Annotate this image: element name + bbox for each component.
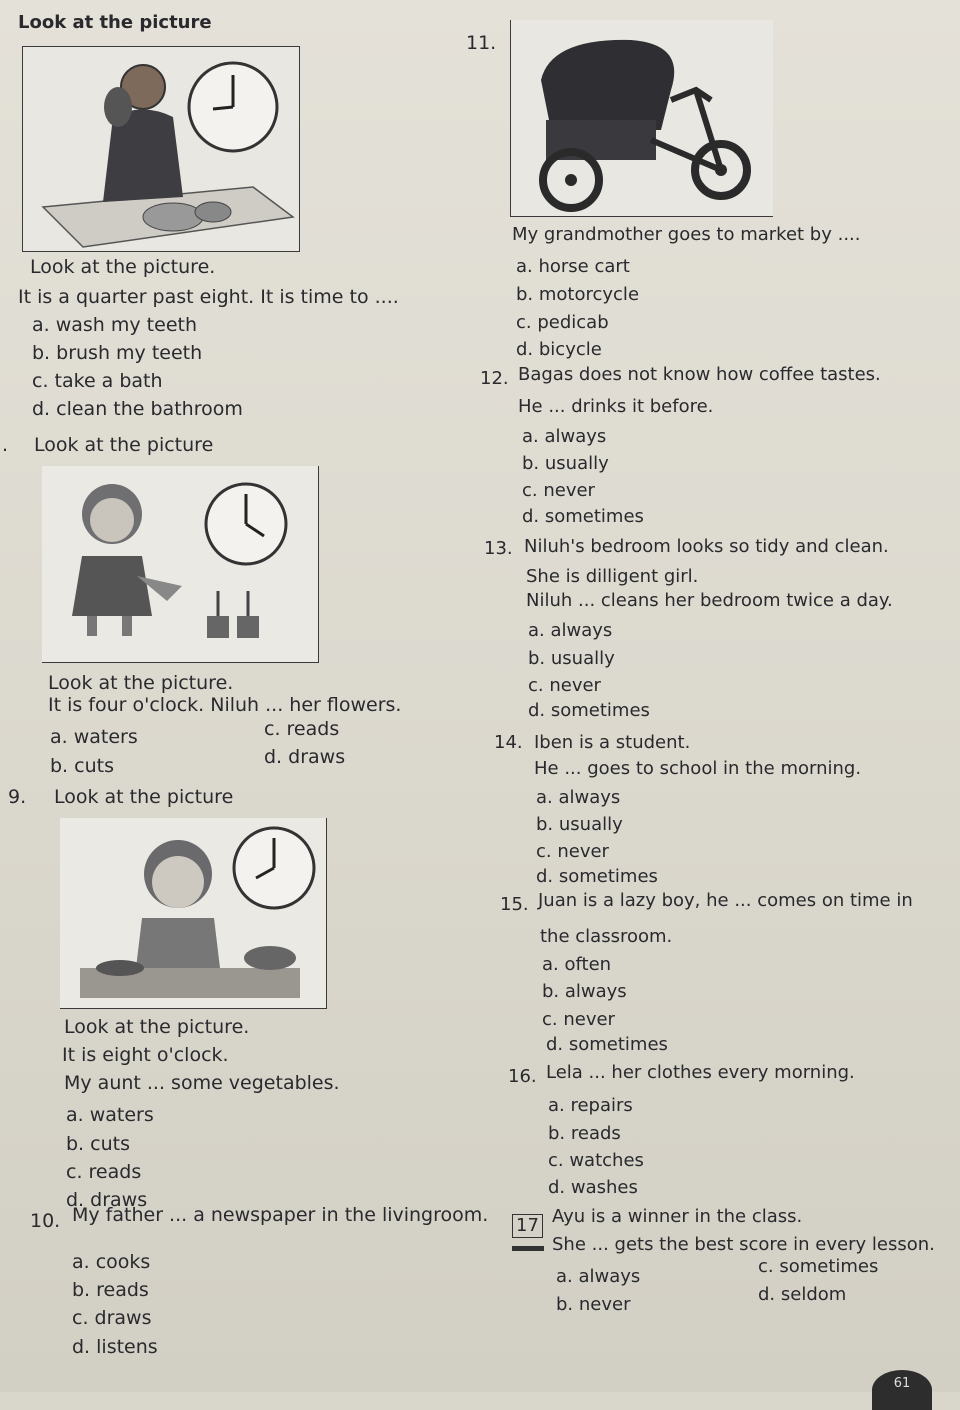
q17-option-a[interactable]: a. always <box>556 1266 641 1287</box>
q9-option-a[interactable]: a. waters <box>66 1104 154 1126</box>
q17-option-c[interactable]: c. sometimes <box>758 1256 879 1277</box>
q15-option-c[interactable]: c. never <box>542 1009 615 1030</box>
q12-option-b[interactable]: b. usually <box>522 453 609 474</box>
q10-stem: My father ... a newspaper in the livingroom. <box>72 1204 489 1226</box>
q9-stem-line1: It is eight o'clock. <box>62 1044 229 1066</box>
q15-stem-line1: Juan is a lazy boy, he ... comes on time in <box>538 890 913 911</box>
q12-option-c[interactable]: c. never <box>522 480 595 501</box>
q14-option-b[interactable]: b. usually <box>536 814 623 835</box>
q10-option-b[interactable]: b. reads <box>72 1279 149 1301</box>
q9-number: 9. <box>8 786 27 808</box>
q15-stem-line2: the classroom. <box>540 926 673 947</box>
q8-intro: Look at the picture <box>34 434 214 456</box>
q17-number-badge: 17 <box>512 1214 543 1238</box>
q13-stem-line3: Niluh ... cleans her bedroom twice a day. <box>526 590 893 611</box>
q11-option-c[interactable]: c. pedicab <box>516 312 609 333</box>
q17-stem-line2: She ... gets the best score in every lesson. <box>552 1234 935 1255</box>
q13-option-c[interactable]: c. never <box>528 675 601 696</box>
q8-option-b[interactable]: b. cuts <box>50 755 114 777</box>
q7-picture <box>22 46 300 252</box>
q15-option-b[interactable]: b. always <box>542 981 627 1002</box>
q9-intro: Look at the picture <box>54 786 234 808</box>
q16-option-b[interactable]: b. reads <box>548 1123 621 1144</box>
q11-picture <box>510 20 773 217</box>
q14-number: 14. <box>494 732 523 753</box>
q15-option-a[interactable]: a. often <box>542 954 612 975</box>
q8-number: . <box>2 434 9 456</box>
aunt-cutting-vegetables-illustration <box>60 818 326 1008</box>
q7-stem: It is a quarter past eight. It is time to .... <box>18 286 399 308</box>
q17-badge-bar <box>512 1246 544 1251</box>
q13-option-d[interactable]: d. sometimes <box>528 700 650 721</box>
boy-washing-clock-illustration <box>23 47 299 251</box>
q12-stem-line1: Bagas does not know how coffee tastes. <box>518 364 881 385</box>
q9-option-c[interactable]: c. reads <box>66 1161 142 1183</box>
q7-caption: Look at the picture. <box>30 256 216 278</box>
q16-option-a[interactable]: a. repairs <box>548 1095 633 1116</box>
q9-caption: Look at the picture. <box>64 1016 250 1038</box>
q8-option-a[interactable]: a. waters <box>50 726 138 748</box>
q7-option-b[interactable]: b. brush my teeth <box>32 342 203 364</box>
q13-option-b[interactable]: b. usually <box>528 648 615 669</box>
q12-number: 12. <box>480 368 509 389</box>
q10-option-a[interactable]: a. cooks <box>72 1251 151 1273</box>
q9-option-d[interactable]: d. draws <box>66 1189 148 1211</box>
q8-picture <box>42 466 319 663</box>
q14-stem-line2: He ... goes to school in the morning. <box>534 758 862 779</box>
q9-stem-line2: My aunt ... some vegetables. <box>64 1072 340 1094</box>
page-number: 61 <box>872 1370 932 1410</box>
q13-number: 13. <box>484 538 513 559</box>
q14-option-a[interactable]: a. always <box>536 787 621 808</box>
q11-option-d[interactable]: d. bicycle <box>516 339 602 360</box>
q9-picture <box>60 818 327 1009</box>
q16-stem: Lela ... her clothes every morning. <box>546 1062 855 1083</box>
q11-number: 11. <box>466 32 497 54</box>
q7-option-d[interactable]: d. clean the bathroom <box>32 398 243 420</box>
q17-option-d[interactable]: d. seldom <box>758 1284 847 1305</box>
q9-option-b[interactable]: b. cuts <box>66 1133 130 1155</box>
q11-option-a[interactable]: a. horse cart <box>516 256 630 277</box>
q10-number: 10. <box>30 1210 61 1232</box>
q15-option-d[interactable]: d. sometimes <box>546 1034 668 1055</box>
q14-stem-line1: Iben is a student. <box>534 732 691 753</box>
q12-option-a[interactable]: a. always <box>522 426 607 447</box>
q8-caption: Look at the picture. <box>48 672 234 694</box>
q10-option-d[interactable]: d. listens <box>72 1336 158 1358</box>
q10-option-c[interactable]: c. draws <box>72 1307 152 1329</box>
q7-option-c[interactable]: c. take a bath <box>32 370 163 392</box>
q11-option-b[interactable]: b. motorcycle <box>516 284 640 305</box>
q17-stem-line1: Ayu is a winner in the class. <box>552 1206 803 1227</box>
worksheet-instruction: Look at the picture <box>18 12 212 33</box>
pedicab-illustration <box>511 20 773 216</box>
q14-option-d[interactable]: d. sometimes <box>536 866 658 887</box>
q12-option-d[interactable]: d. sometimes <box>522 506 644 527</box>
q8-stem: It is four o'clock. Niluh ... her flowers. <box>48 694 402 716</box>
q7-option-a[interactable]: a. wash my teeth <box>32 314 197 336</box>
q16-number: 16. <box>508 1066 537 1087</box>
q15-number: 15. <box>500 894 529 915</box>
q14-option-c[interactable]: c. never <box>536 841 609 862</box>
q13-stem-line2: She is dilligent girl. <box>526 566 699 587</box>
q8-option-c[interactable]: c. reads <box>264 718 340 740</box>
q13-option-a[interactable]: a. always <box>528 620 613 641</box>
girl-watering-flowers-illustration <box>42 466 318 662</box>
q8-option-d[interactable]: d. draws <box>264 746 346 768</box>
q12-stem-line2: He ... drinks it before. <box>518 396 714 417</box>
q11-stem: My grandmother goes to market by .... <box>512 224 861 245</box>
q17-option-b[interactable]: b. never <box>556 1294 631 1315</box>
q16-option-d[interactable]: d. washes <box>548 1177 638 1198</box>
q13-stem-line1: Niluh's bedroom looks so tidy and clean. <box>524 536 889 557</box>
q16-option-c[interactable]: c. watches <box>548 1150 644 1171</box>
